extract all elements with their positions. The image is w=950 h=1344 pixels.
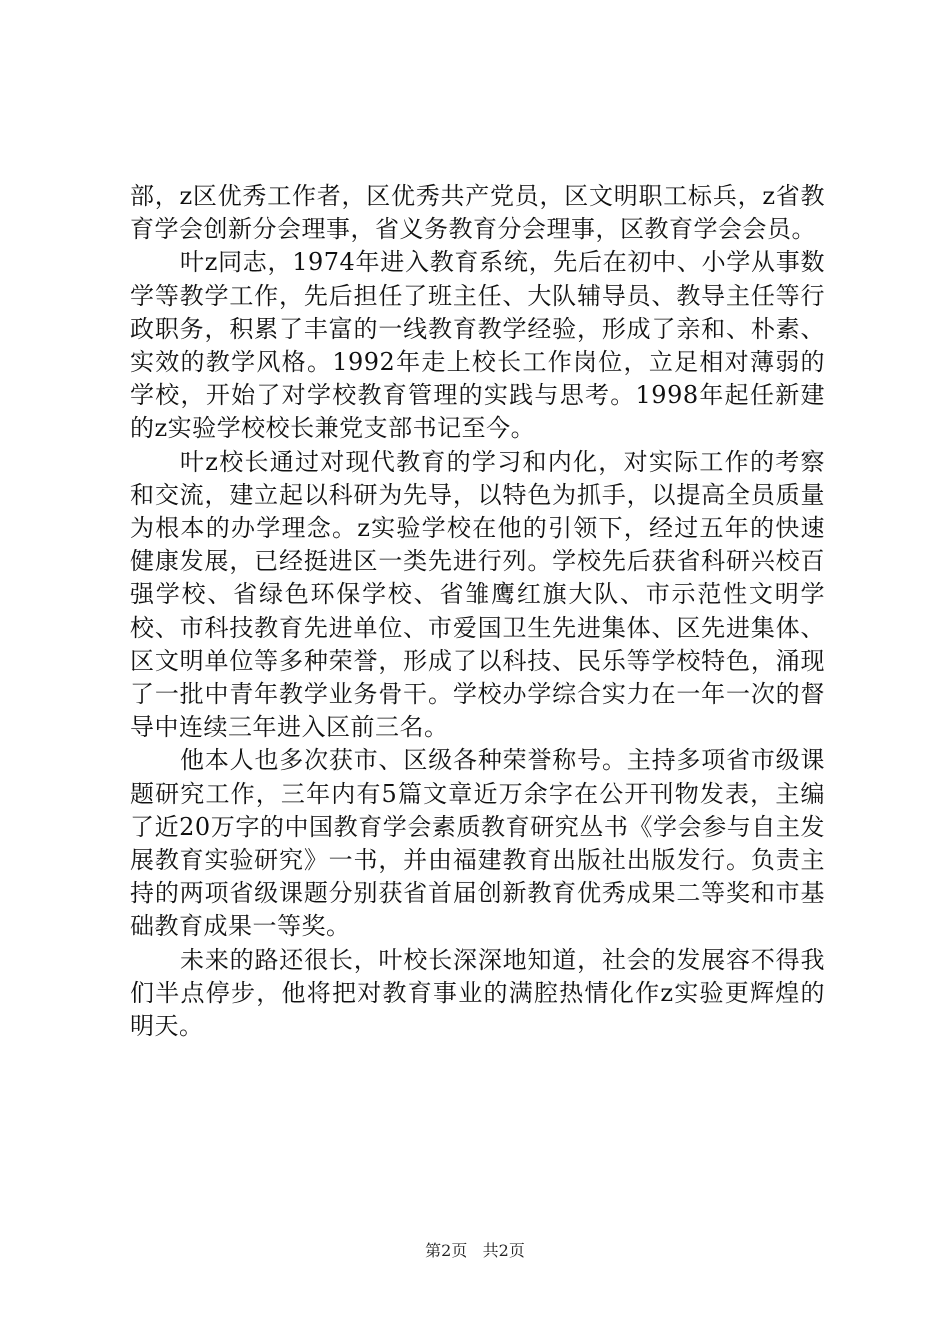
paragraph-school-development: 叶z校长通过对现代教育的学习和内化，对实际工作的考察和交流，建立起以科研为先导，以特色为抓手，以提高全员质量为根本的办学理念。z实验学校在他的引领下，经过五年的快速健康发展，已经挺进区一类先进行列。学校先后获省科研兴校百强学校、省绿色环保学校、省雏鹰红旗大队、市示范性文明学校、市科技教育先进单位、市爱国卫生先进集体、区先进集体、区文明单位等多种荣誉，形成了以科技、民乐等学校特色，涌现了一批中青年教学业务骨干。学校办学综合实力在一年一次的督导中连续三年进入区前三名。: [130, 447, 825, 742]
page-total: 共2页: [482, 1241, 525, 1260]
paragraph-future: 未来的路还很长，叶校长深深地知道，社会的发展容不得我们半点停步，他将把对教育事业的满腔热情化作z实验更辉煌的明天。: [130, 945, 825, 1041]
paragraph-continuation: 部，z区优秀工作者，区优秀共产党员，区文明职工标兵，z省教育学会创新分会理事，省义务教育分会理事，区教育学会会员。: [130, 182, 825, 244]
page-number: 第2页: [425, 1241, 468, 1260]
paragraph-personal-achievements: 他本人也多次获市、区级各种荣誉称号。主持多项省市级课题研究工作，三年内有5篇文章近万余字在公开刊物发表，主编了近20万字的中国教育学会素质教育研究丛书《学会参与自主发展教育实验研究》一书，并由福建教育出版社出版发行。负责主持的两项省级课题分别获省首届创新教育优秀成果二等奖和市基础教育成果一等奖。: [130, 746, 825, 941]
page-footer: [0, 1241, 950, 1261]
paragraph-career: 叶z同志，1974年进入教育系统，先后在初中、小学从事数学等教学工作，先后担任了班主任、大队辅导员、教导主任等行政职务，积累了丰富的一线教育教学经验，形成了亲和、朴素、实效的教学风格。1992年走上校长工作岗位，立足相对薄弱的学校，开始了对学校教育管理的实践与思考。1998年起任新建的z实验学校校长兼党支部书记至今。: [130, 248, 825, 443]
document-body: [130, 180, 825, 1043]
page-separator: [472, 1241, 477, 1260]
